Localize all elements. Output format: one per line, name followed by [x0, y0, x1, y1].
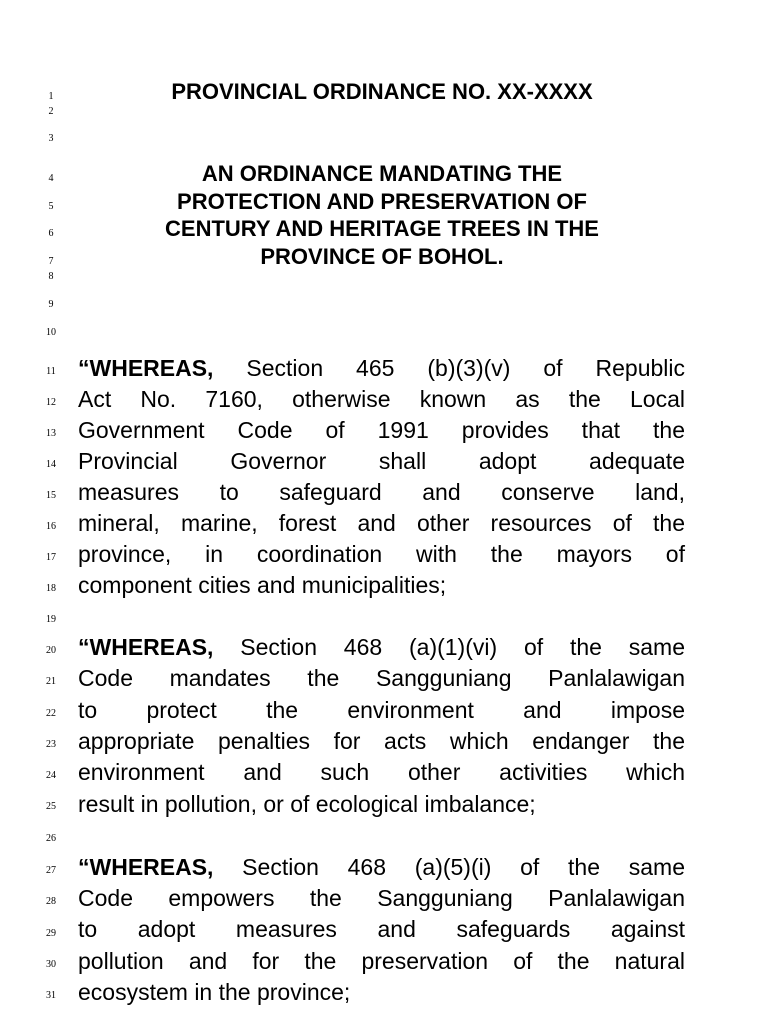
whereas-lead: “WHEREAS,	[78, 355, 214, 381]
paragraph-text: Section 468 (a)(5)(i) of the same	[213, 854, 685, 880]
line-number: 19	[46, 614, 56, 625]
line-number: 24	[46, 770, 56, 781]
line-number: 13	[46, 428, 56, 439]
paragraph-text: Section 465 (b)(3)(v) of Republic	[213, 355, 685, 381]
line-number: 10	[46, 327, 56, 338]
paragraph-line: result in pollution, or of ecological imbalance;	[78, 791, 536, 817]
line-number: 28	[46, 896, 56, 907]
paragraph-line	[78, 853, 685, 881]
paragraph-line: component cities and municipalities;	[78, 572, 447, 598]
line-number: 25	[46, 801, 56, 812]
subject-line: AN ORDINANCE MANDATING THE	[201, 161, 563, 186]
line-number: 21	[46, 676, 56, 687]
line-number: 6	[48, 228, 54, 239]
line-number: 27	[46, 865, 56, 876]
line-number: 26	[46, 833, 56, 844]
paragraph-line: pollution and for the preservation of the natural	[78, 948, 685, 974]
line-number: 30	[46, 959, 56, 970]
line-number: 1	[48, 91, 54, 102]
subject-line: PROVINCE OF BOHOL.	[260, 244, 504, 269]
paragraph-line	[78, 354, 685, 382]
paragraph-line: mineral, marine, forest and other resources of the	[78, 510, 685, 536]
paragraph-line	[78, 633, 685, 661]
line-number: 18	[46, 583, 56, 594]
paragraph-text: Section 468 (a)(1)(vi) of the same	[213, 634, 685, 660]
line-number: 5	[48, 201, 54, 212]
line-number: 29	[46, 928, 56, 939]
paragraph-line: appropriate penalties for acts which endanger the	[78, 728, 685, 754]
line-number: 7	[48, 256, 54, 267]
line-number: 3	[48, 133, 54, 144]
line-number: 22	[46, 708, 56, 719]
paragraph-line: Government Code of 1991 provides that the	[78, 417, 685, 443]
line-number: 8	[48, 271, 54, 282]
ordinance-title: PROVINCIAL ORDINANCE NO. XX-XXXX	[171, 79, 593, 104]
paragraph-line: province, in coordination with the mayors of	[78, 541, 685, 567]
paragraph-line: Provincial Governor shall adopt adequate	[78, 448, 685, 474]
line-number: 4	[48, 173, 54, 184]
line-number: 2	[48, 106, 54, 117]
paragraph-line: to adopt measures and safeguards against	[78, 916, 685, 942]
line-number: 20	[46, 645, 56, 656]
paragraph-line: Code mandates the Sangguniang Panlalawigan	[78, 665, 685, 691]
line-number: 11	[46, 366, 56, 377]
line-number: 31	[46, 990, 56, 1001]
paragraph-line: measures to safeguard and conserve land,	[78, 479, 685, 505]
line-number: 9	[48, 299, 54, 310]
subject-line: CENTURY AND HERITAGE TREES IN THE	[165, 216, 599, 241]
line-number: 17	[46, 552, 56, 563]
line-number: 15	[46, 490, 56, 501]
whereas-lead: “WHEREAS,	[78, 634, 214, 660]
paragraph-line: Code empowers the Sangguniang Panlalawigan	[78, 885, 685, 911]
whereas-lead: “WHEREAS,	[78, 854, 214, 880]
paragraph-line: Act No. 7160, otherwise known as the Local	[78, 386, 685, 412]
subject-line: PROTECTION AND PRESERVATION OF	[177, 189, 587, 214]
paragraph-line: to protect the environment and impose	[78, 697, 685, 723]
line-number: 16	[46, 521, 56, 532]
paragraph-line: environment and such other activities which	[78, 759, 685, 785]
line-number: 14	[46, 459, 56, 470]
line-number: 23	[46, 739, 56, 750]
paragraph-line: ecosystem in the province;	[78, 979, 351, 1005]
line-number: 12	[46, 397, 56, 408]
